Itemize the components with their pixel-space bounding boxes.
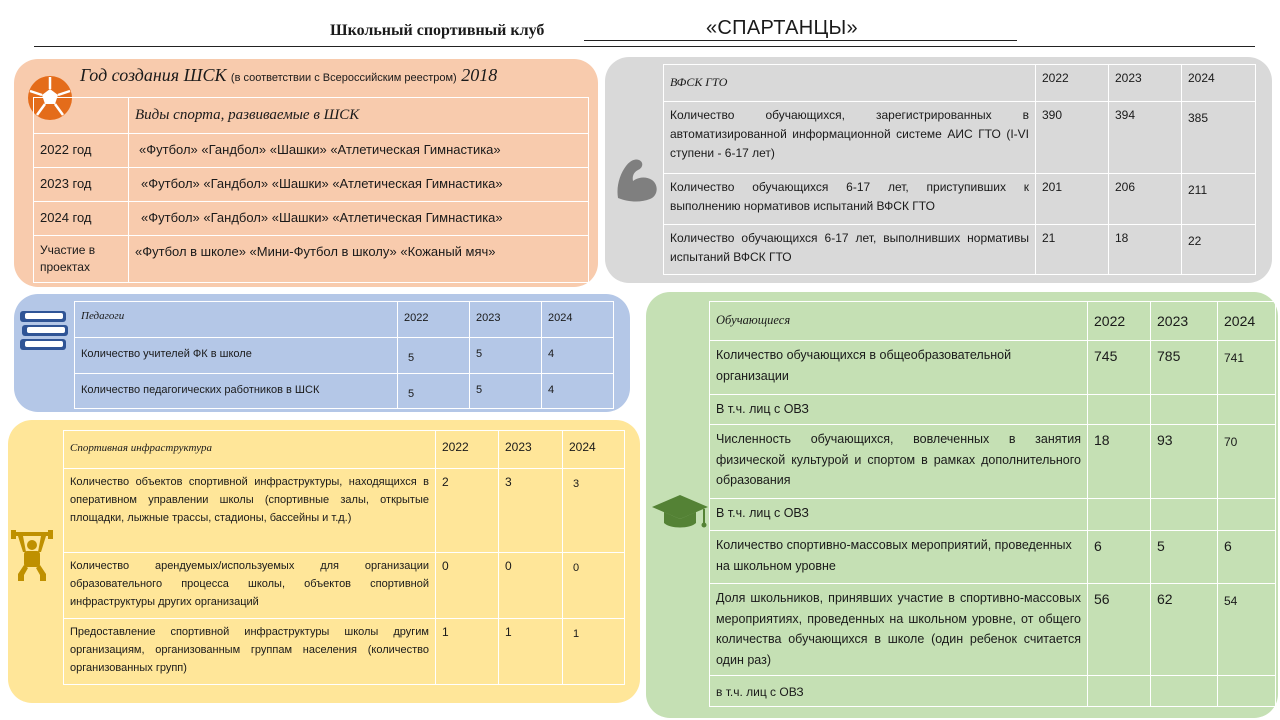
table-row [710, 425, 1276, 499]
year-header: 2023 [470, 302, 542, 338]
row-label: Количество обучающихся 6-17 лет, приступивших к выполнению нормативов испытаний ВФСК ГТО [664, 174, 1036, 225]
table-row [664, 225, 1256, 275]
row-value: 18 [1088, 425, 1151, 499]
row-label: Количество объектов спортивной инфраструктуры, находящихся в оперативном управлении школы (спортивные залы, открытые площадки, лыжные трассы, стадионы, бассейны и т.д.) [64, 469, 436, 553]
table-row [64, 619, 625, 685]
students-title: Обучающиеся [710, 302, 1088, 341]
row-value: 785 [1151, 341, 1218, 395]
page-header [0, 0, 1280, 48]
row-value: 22 [1182, 225, 1256, 275]
founding-title [80, 65, 497, 86]
row-value: 4 [542, 373, 614, 409]
row-label: Участие в проектах [34, 235, 129, 283]
row-label: Численность обучающихся, вовлеченных в занятия физической культурой и спортом в рамках дополнительного образования [710, 425, 1088, 499]
year-header: 2024 [1182, 65, 1256, 102]
row-value: 93 [1151, 425, 1218, 499]
row-label: 2022 год [34, 133, 129, 167]
weightlifter-icon [10, 530, 54, 582]
table-row [664, 65, 1256, 102]
year-header: 2022 [436, 431, 499, 469]
row-value: 5 [398, 373, 470, 409]
infrastructure-title: Спортивная инфраструктура [64, 431, 436, 469]
table-row [64, 469, 625, 553]
row-value: 4 [542, 338, 614, 374]
row-label: Количество арендуемых/используемых для организации образовательного процесса школы, объектов спортивной инфраструктуры других организаций [64, 553, 436, 619]
row-value: 1 [499, 619, 563, 685]
row-value: «Футбол в школе» «Мини-Футбол в школу» «Кожаный мяч» [129, 235, 589, 283]
row-value: 741 [1218, 341, 1276, 395]
table-row [34, 235, 589, 283]
table-row [710, 531, 1276, 584]
row-label: Количество обучающихся, зарегистрированных в автоматизированной информационной системе АИС ГТО (I-VI ступени - 6-17 лет) [664, 102, 1036, 174]
row-label: Количество педагогических работников в ШСК [75, 373, 398, 409]
infrastructure-table [63, 430, 625, 685]
row-value: 0 [436, 553, 499, 619]
table-row [710, 499, 1276, 531]
table-row [710, 584, 1276, 676]
row-value: 0 [499, 553, 563, 619]
teachers-title: Педагоги [75, 302, 398, 338]
row-label: В т.ч. лиц с ОВЗ [710, 395, 1088, 425]
table-row [64, 553, 625, 619]
row-value: 5 [1151, 531, 1218, 584]
year-header: 2024 [542, 302, 614, 338]
year-header: 2022 [1088, 302, 1151, 341]
row-value: 21 [1036, 225, 1109, 275]
table-row [34, 133, 589, 167]
row-label: Доля школьников, принявших участие в спортивно-массовых мероприятиях, проведенных на школьном уровне, от общего количества обучающихся в школе (один ребенок считается один раз) [710, 584, 1088, 676]
row-value: 6 [1088, 531, 1151, 584]
row-value: 6 [1218, 531, 1276, 584]
club-label: Школьный спортивный клуб [330, 22, 545, 39]
gto-title: ВФСК ГТО [664, 65, 1036, 102]
row-label: 2023 год [34, 167, 129, 201]
flexed-arm-icon [612, 152, 662, 204]
teachers-table [74, 301, 614, 409]
table-row [710, 675, 1276, 707]
row-value: 201 [1036, 174, 1109, 225]
row-label: В т.ч. лиц с ОВЗ [710, 499, 1088, 531]
table-row [710, 302, 1276, 341]
row-value: 385 [1182, 102, 1256, 174]
row-value: 70 [1218, 425, 1276, 499]
students-table [709, 301, 1276, 707]
founding-year: 2018 [461, 65, 498, 85]
table-row [64, 431, 625, 469]
table-row [34, 98, 589, 134]
row-label: 2024 год [34, 201, 129, 235]
sports-header: Виды спорта, развиваемые в ШСК [129, 98, 589, 134]
row-label: Количество обучающихся 6-17 лет, выполнивших нормативы испытаний ВФСК ГТО [664, 225, 1036, 275]
table-row [34, 167, 589, 201]
row-value: 5 [398, 338, 470, 374]
row-value: 1 [563, 619, 625, 685]
row-value: «Футбол» «Гандбол» «Шашки» «Атлетическая Гимнастика» [129, 133, 589, 167]
row-value: 56 [1088, 584, 1151, 676]
founding-title-text: Год создания ШСК [80, 65, 227, 85]
year-header: 2022 [398, 302, 470, 338]
row-value: 62 [1151, 584, 1218, 676]
row-label: в т.ч. лиц с ОВЗ [710, 675, 1088, 707]
row-label: Предоставление спортивной инфраструктуры школы другим организациям, организованным группам населения (количество организованных групп) [64, 619, 436, 685]
row-label: Количество учителей ФК в школе [75, 338, 398, 374]
header-underline [584, 40, 1017, 41]
row-value: 54 [1218, 584, 1276, 676]
row-label: Количество спортивно-массовых мероприятий, проведенных на школьном уровне [710, 531, 1088, 584]
table-row [75, 373, 614, 409]
sports-table [33, 97, 589, 283]
founding-title-note: (в соответствии с Всероссийским реестром) [230, 72, 457, 84]
row-value: 390 [1036, 102, 1109, 174]
row-value: 745 [1088, 341, 1151, 395]
row-value: «Футбол» «Гандбол» «Шашки» «Атлетическая Гимнастика» [129, 167, 589, 201]
row-value: 1 [436, 619, 499, 685]
club-name: «СПАРТАНЦЫ» [706, 17, 858, 39]
row-value: 3 [563, 469, 625, 553]
year-header: 2024 [563, 431, 625, 469]
year-header: 2023 [499, 431, 563, 469]
header-rule [34, 46, 1255, 47]
graduation-cap-icon [650, 493, 710, 533]
row-value: 0 [563, 553, 625, 619]
row-value: 206 [1109, 174, 1182, 225]
year-header: 2022 [1036, 65, 1109, 102]
gto-table [663, 64, 1256, 275]
row-value: 18 [1109, 225, 1182, 275]
row-value: 211 [1182, 174, 1256, 225]
table-row [75, 338, 614, 374]
table-row [710, 395, 1276, 425]
row-value: «Футбол» «Гандбол» «Шашки» «Атлетическая Гимнастика» [129, 201, 589, 235]
year-header: 2023 [1151, 302, 1218, 341]
row-value: 5 [470, 338, 542, 374]
table-row [710, 341, 1276, 395]
year-header: 2023 [1109, 65, 1182, 102]
table-row [664, 174, 1256, 225]
year-header: 2024 [1218, 302, 1276, 341]
row-value: 3 [499, 469, 563, 553]
row-value: 2 [436, 469, 499, 553]
row-value: 394 [1109, 102, 1182, 174]
table-row [34, 201, 589, 235]
row-label: Количество обучающихся в общеобразовательной организации [710, 341, 1088, 395]
table-row [75, 302, 614, 338]
row-value: 5 [470, 373, 542, 409]
table-row [664, 102, 1256, 174]
books-icon [17, 304, 71, 354]
